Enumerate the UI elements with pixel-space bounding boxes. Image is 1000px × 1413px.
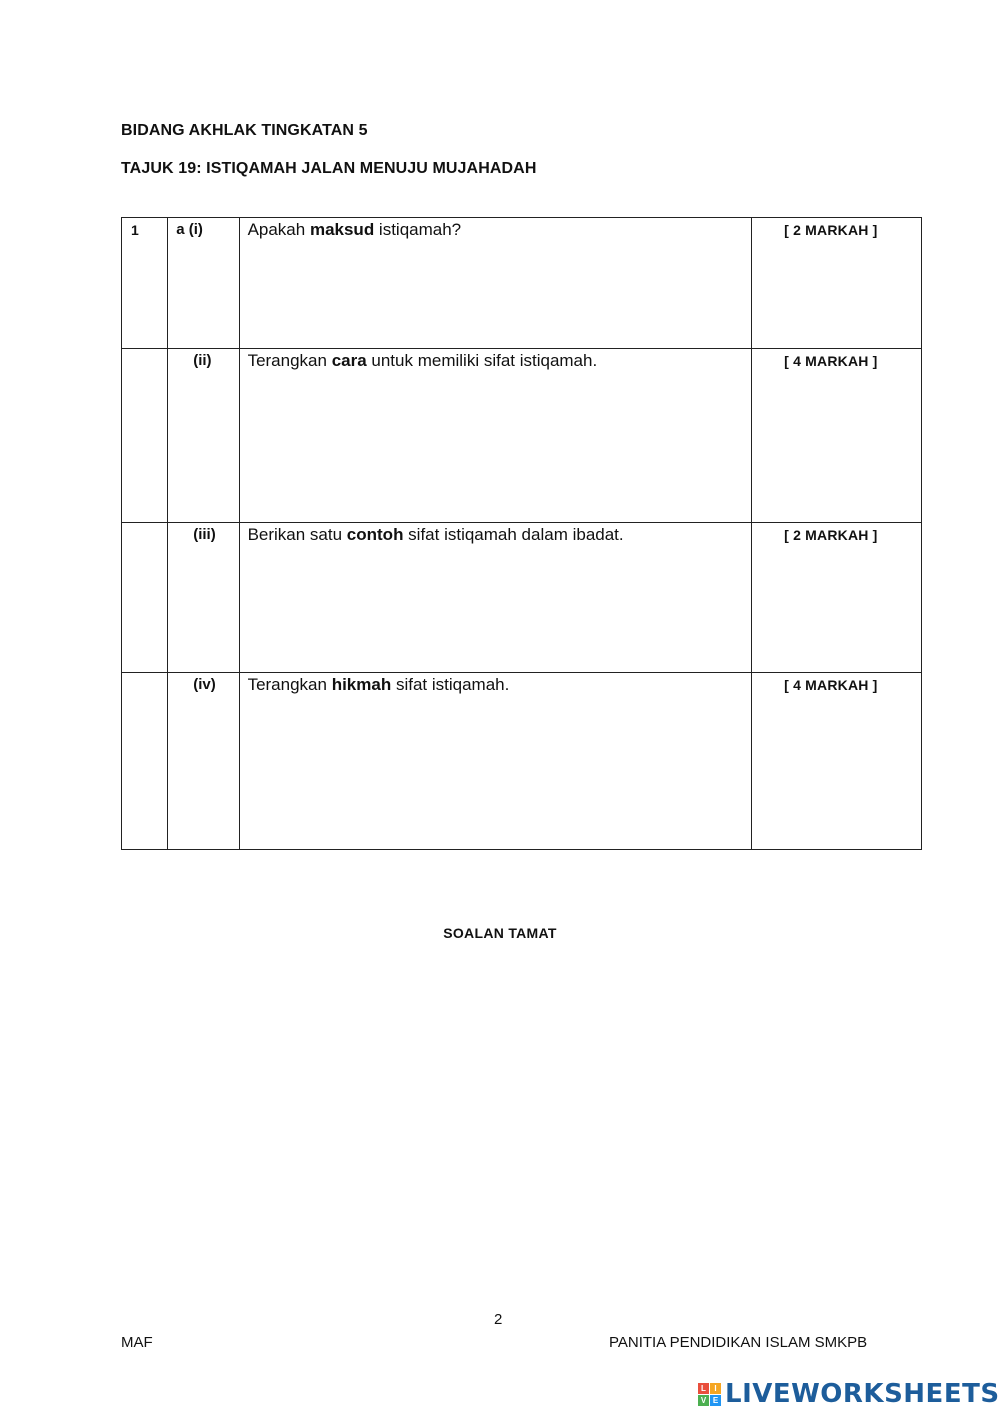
liveworksheets-watermark	[698, 1378, 1000, 1410]
question-part: (iii)	[193, 526, 216, 543]
question-number	[122, 349, 167, 353]
question-row	[122, 523, 922, 673]
liveworksheets-logo-icon: L I V E	[698, 1383, 721, 1406]
page-number: 2	[494, 1311, 503, 1328]
end-of-questions: SOALAN TAMAT	[443, 925, 557, 941]
liveworksheets-wordmark: LIVEWORKSHEETS	[725, 1379, 1000, 1409]
question-text: Apakah maksud istiqamah?	[247, 220, 462, 239]
question-part: (iv)	[193, 676, 216, 693]
question-row	[122, 673, 922, 850]
footer-left: MAF	[121, 1334, 153, 1351]
question-part: (ii)	[193, 352, 212, 369]
question-text: Terangkan hikmah sifat istiqamah.	[247, 675, 510, 694]
question-marks: [ 2 MARKAH ]	[784, 222, 878, 238]
question-table	[121, 217, 922, 850]
footer-right: PANITIA PENDIDIKAN ISLAM SMKPB	[609, 1334, 868, 1351]
question-marks: [ 2 MARKAH ]	[784, 527, 878, 543]
question-marks: [ 4 MARKAH ]	[784, 677, 878, 693]
question-marks: [ 4 MARKAH ]	[784, 353, 878, 369]
question-text: Terangkan cara untuk memiliki sifat istiqamah.	[247, 351, 598, 370]
question-number	[122, 523, 167, 527]
question-row	[122, 218, 922, 349]
question-row	[122, 349, 922, 523]
question-number: 1	[131, 222, 139, 238]
question-text: Berikan satu contoh sifat istiqamah dalam ibadat.	[247, 525, 624, 544]
document-title: BIDANG AKHLAK TINGKATAN 5	[121, 122, 368, 139]
question-part: a (i)	[176, 221, 203, 238]
question-number	[122, 673, 167, 677]
topic-title: TAJUK 19: ISTIQAMAH JALAN MENUJU MUJAHADAH	[121, 160, 537, 177]
